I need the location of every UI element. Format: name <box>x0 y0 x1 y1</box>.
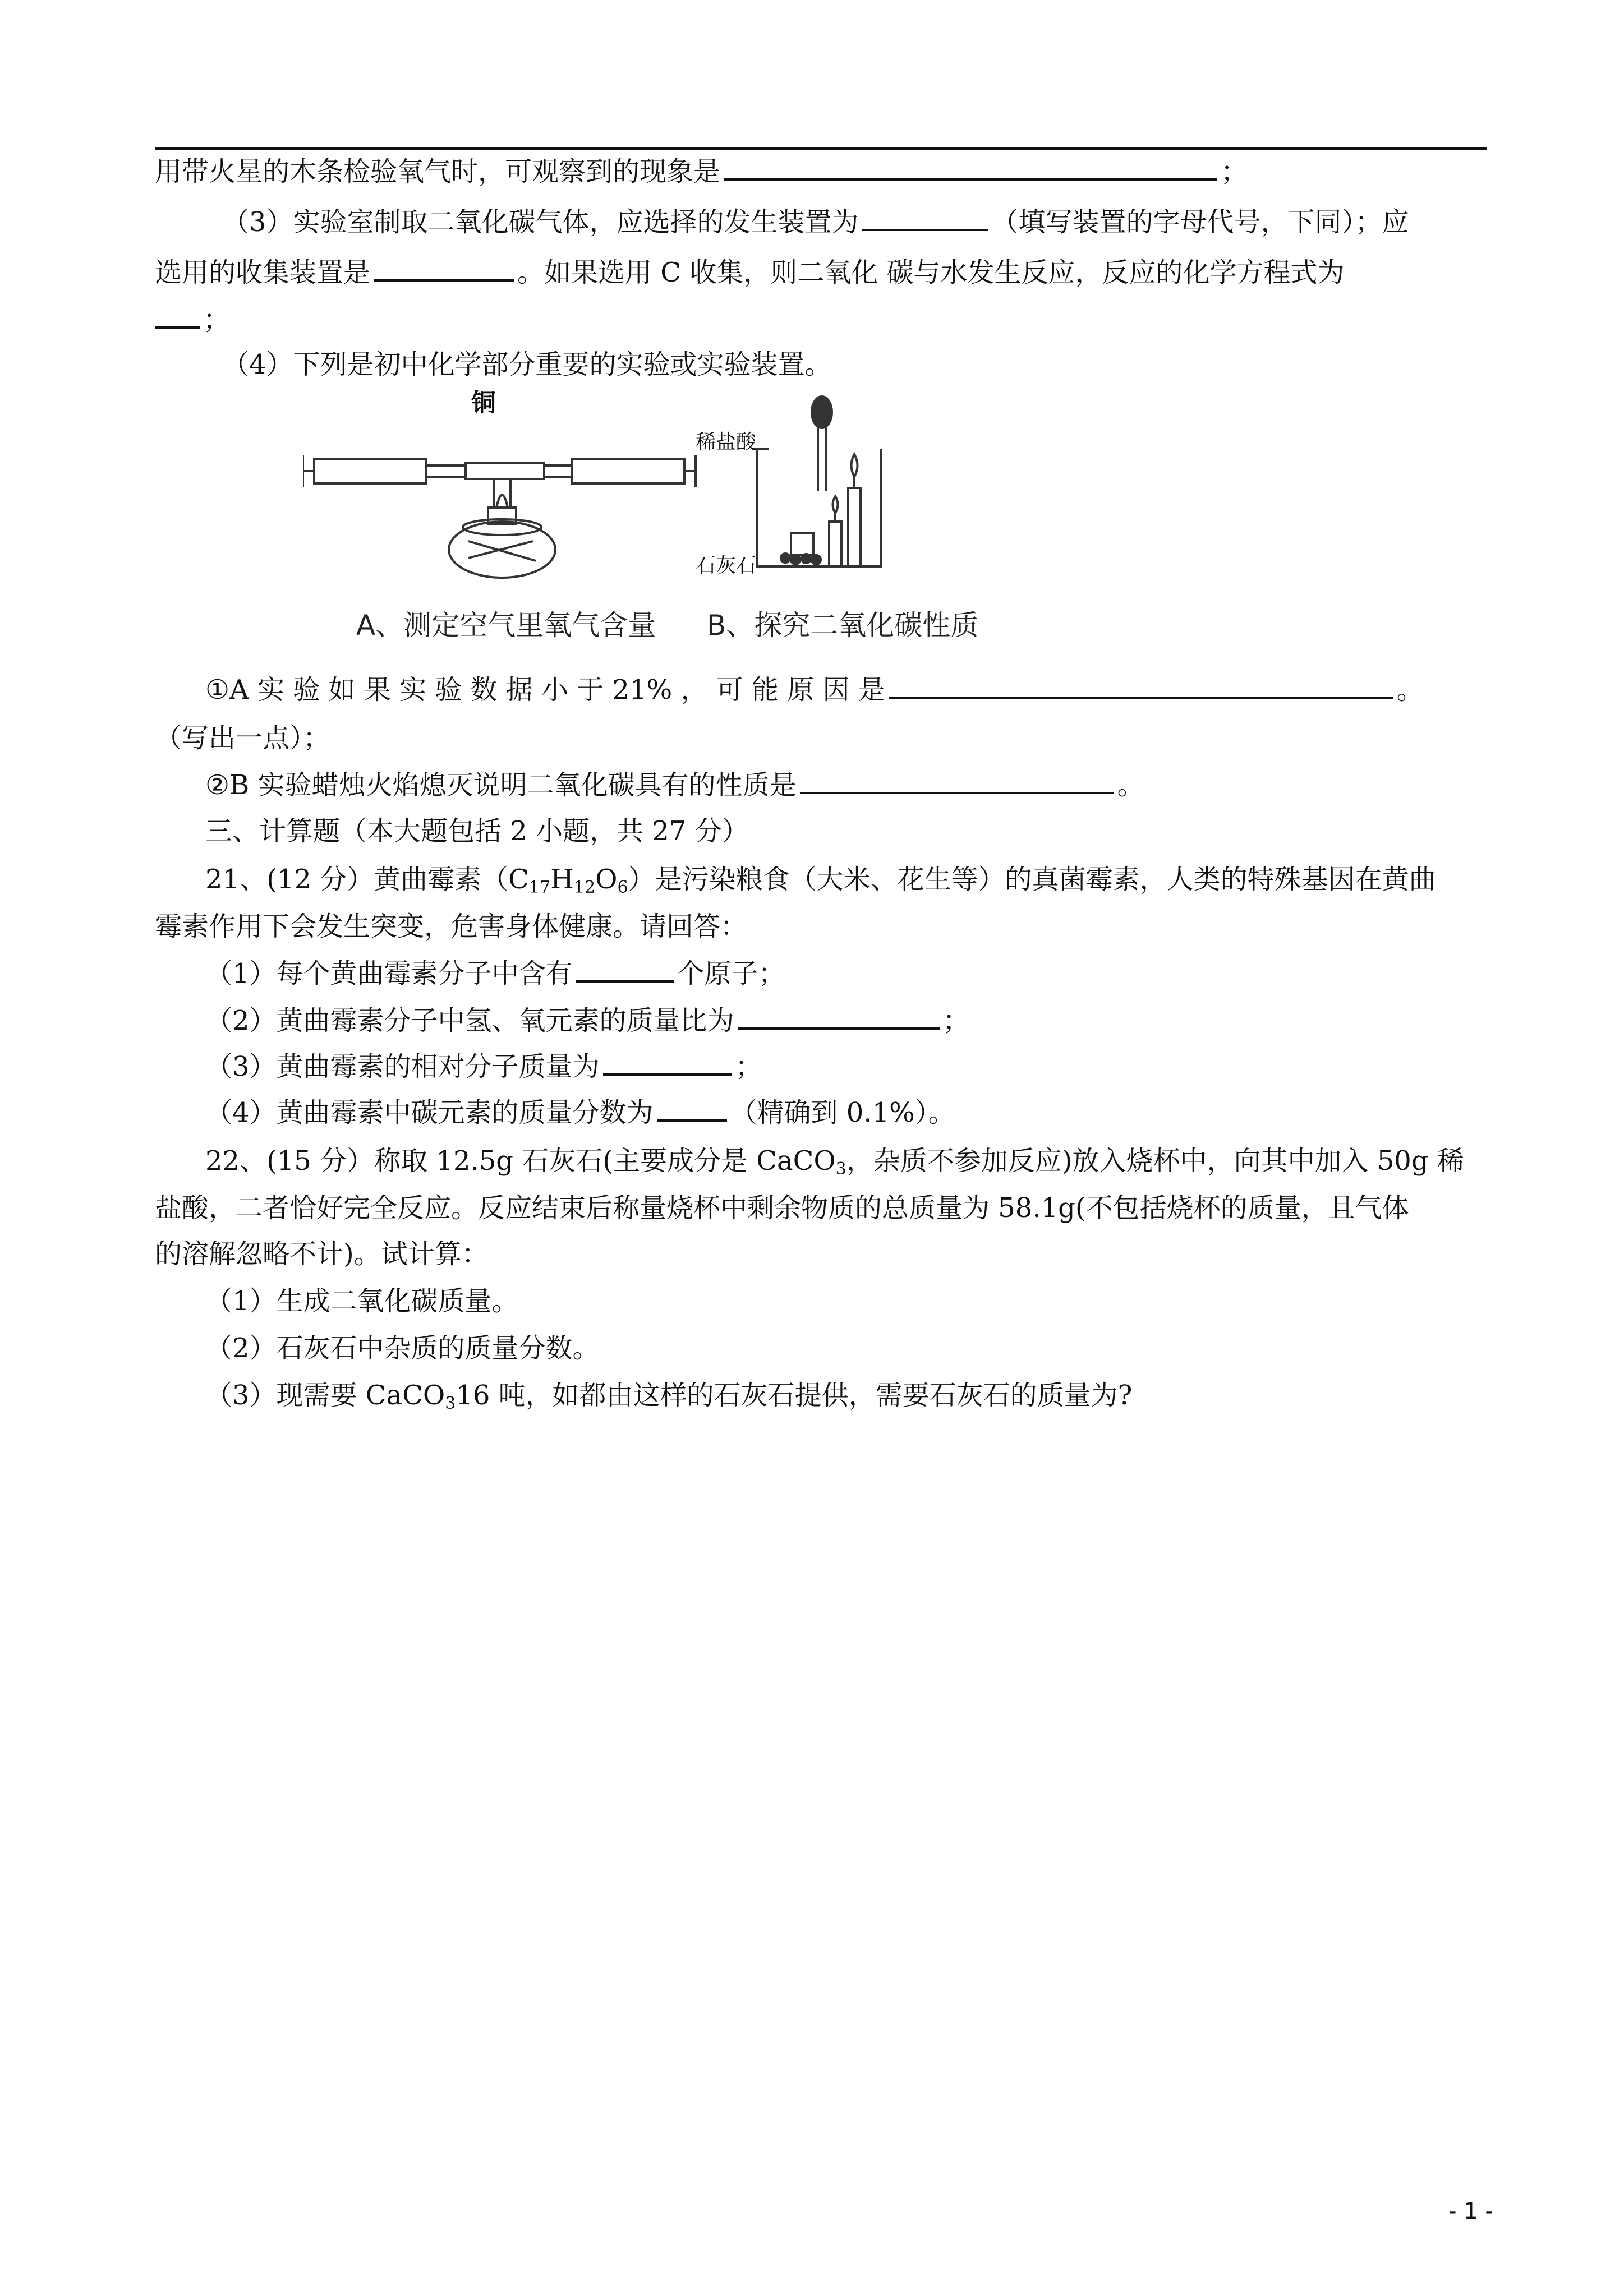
apparatus-b-drawing <box>752 397 881 566</box>
answer-blank[interactable] <box>576 957 674 983</box>
fig-b-label-limestone: 石灰石 <box>696 554 757 577</box>
answer-blank[interactable] <box>603 1050 732 1076</box>
q21-intro-line2: 霉素作用下会发生突变，危害身体健康。请回答： <box>155 911 748 942</box>
q22-intro-line3: 的溶解忽略不计)。试计算： <box>155 1238 489 1270</box>
q21-intro-line1: 21、(12 分）黄曲霉素$(C_{17}H_{12}O_6)$是污染粮食（大米、花生等）的真菌霉素，人类的特殊基因在黄曲 <box>205 864 1436 897</box>
fig-b-label-acid: 稀盐酸 <box>696 431 757 454</box>
answer-blank[interactable] <box>155 303 200 329</box>
q22-part3: （3）现需要 CaCO$_3$16 吨，如都由这样的石灰石提供，需要石灰石的质量为? <box>205 1380 1133 1413</box>
fig-b-caption: B、探究二氧化碳性质 <box>707 609 979 642</box>
answer-blank[interactable] <box>724 155 1217 181</box>
q20-part4: （4）下列是初中化学部分重要的实验或实验装置。 <box>222 349 832 380</box>
answer-blank[interactable] <box>657 1096 727 1122</box>
answer-blank[interactable] <box>889 673 1393 699</box>
q20-line-oxygen-test: 用带火星的木条检验氧气时，可观察到的现象是 ； <box>155 156 1248 187</box>
answer-blank[interactable] <box>800 768 1114 794</box>
q20-part3-line3: ； <box>155 303 230 336</box>
q22-intro-line1: 22、(15 分）称取 12.5g 石灰石(主要成分是 CaCO$_3$，杂质不参加反应)放入烧杯中，向其中加入 50g 稀 <box>205 1145 1464 1179</box>
q21-part4: （4）黄曲霉素中碳元素的质量分数为 （精确到 0.1%）。 <box>205 1097 955 1128</box>
apparatus-a-drawing <box>303 455 696 578</box>
page-number: - 1 - <box>1448 2198 1493 2224</box>
q22-part2: （2）石灰石中杂质的质量分数。 <box>205 1333 600 1364</box>
q21-part1: （1）每个黄曲霉素分子中含有 个原子； <box>205 958 785 989</box>
q21-part3: （3）黄曲霉素的相对分子质量为 ； <box>205 1051 762 1082</box>
q21-part2: （2）黄曲霉素分子中氢、氧元素的质量比为 ； <box>205 1005 970 1036</box>
fig-a-caption: A、测定空气里氧气含量 <box>356 609 656 642</box>
top-rule <box>155 147 1487 150</box>
q20-part3-line1: （3）实验室制取二氧化碳气体，应选择的发生装置为 （填写装置的字母代号，下同）；应 <box>222 206 1409 238</box>
q20-part3-line2: 选用的收集装置是 。如果选用 C 收集，则二氧化 碳与水发生反应，反应的化学方程式为 <box>155 257 1345 288</box>
answer-blank[interactable] <box>738 1004 940 1030</box>
q22-part1: （1）生成二氧化碳质量。 <box>205 1285 519 1317</box>
section-3-title: 三、计算题（本大题包括 2 小题，共 27 分） <box>205 815 749 847</box>
q20-sub1: ①A 实 验 如 果 实 验 数 据 小 于 21% ， 可 能 原 因 是 。 <box>205 674 1424 706</box>
q20-sub2: ②B 实验蜡烛火焰熄灭说明二氧化碳具有的性质是 。 <box>205 769 1144 801</box>
answer-blank[interactable] <box>862 205 988 231</box>
q22-intro-line2: 盐酸，二者恰好完全反应。反应结束后称量烧杯中剩余物质的总质量为 58.1g(不包括烧杯的质量，且气体 <box>155 1192 1409 1224</box>
q20-sub1-note: （写出一点）； <box>155 722 330 754</box>
experiment-figure <box>303 387 993 656</box>
answer-blank[interactable] <box>374 256 514 282</box>
fig-a-label-copper: 铜 <box>471 389 496 417</box>
